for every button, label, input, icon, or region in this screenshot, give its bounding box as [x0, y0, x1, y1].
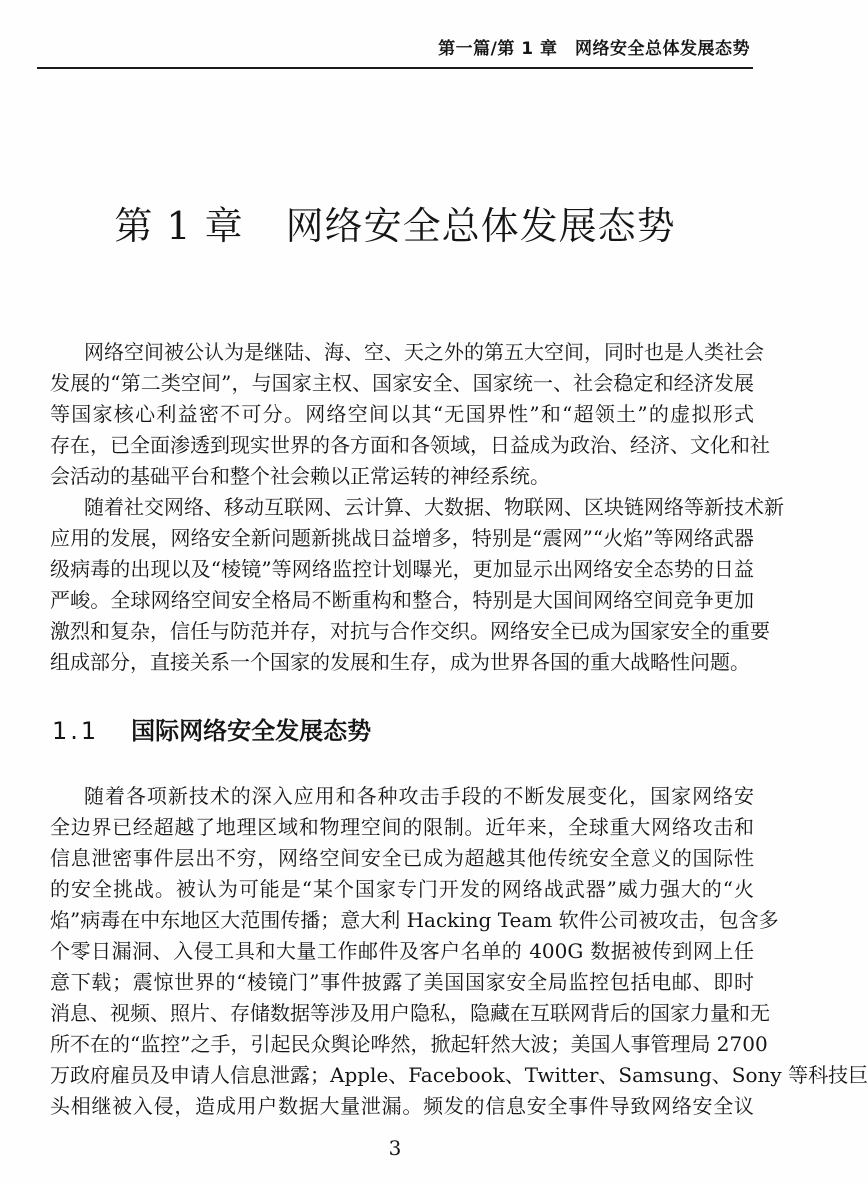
paragraph-line: 焰”病毒在中东地区大范围传播；意大利 Hacking Team 软件公司被攻击，包含多	[50, 908, 779, 932]
paragraph-line: 头相继被入侵，造成用户数据大量泄漏。频发的信息安全事件导致网络安全议	[50, 1094, 754, 1118]
section-heading	[52, 711, 371, 751]
page-number: 3	[388, 1136, 402, 1160]
paragraph-1	[50, 337, 770, 492]
chapter-title	[0, 200, 790, 252]
paragraph-line: 激烈和复杂，信任与防范并存，对抗与合作交织。网络安全已成为国家安全的重要	[50, 619, 770, 643]
paragraph-line: 所不在的“监控”之手，引起民众舆论哗然，掀起轩然大波；美国人事管理局 2700	[50, 1032, 768, 1056]
paragraph-line: 意下载；震惊世界的“棱镜门”事件披露了美国国家安全局监控包括电邮、即时	[50, 970, 754, 994]
paragraph-line: 消息、视频、照片、存储数据等涉及用户隐私，隐藏在互联网背后的国家力量和无	[50, 1001, 770, 1025]
paragraph-line: 级病毒的出现以及“棱镜”等网络监控计划曝光，更加显示出网络安全态势的日益	[50, 557, 754, 581]
paragraph-line: 存在，已全面渗透到现实世界的各方面和各领域，日益成为政治、经济、文化和社	[50, 433, 770, 457]
header-rule	[37, 67, 753, 69]
running-header: 第一篇/第 1 章 网络安全总体发展态势	[438, 39, 750, 59]
paragraph-line: 严峻。全球网络空间安全格局不断重构和整合，特别是大国间网络空间竞争更加	[50, 588, 754, 612]
paragraph-line: 的安全挑战。被认为可能是“某个国家专门开发的网络战武器”威力强大的“火	[50, 877, 754, 901]
chapter-number: 第 1 章	[114, 204, 244, 248]
paragraph-line: 万政府雇员及申请人信息泄露；Apple、Facebook、Twitter、Samsung、Sony 等科技巨	[50, 1063, 868, 1087]
paragraph-line: 发展的“第二类空间”，与国家主权、国家安全、国家统一、社会稳定和经济发展	[50, 371, 754, 395]
paragraph-line: 个零日漏洞、入侵工具和大量工作邮件及客户名单的 400G 数据被传到网上任	[50, 939, 754, 963]
paragraph-line: 信息泄密事件层出不穷，网络空间安全已成为超越其他传统安全意义的国际性	[50, 846, 754, 870]
paragraph-line: 应用的发展，网络安全新问题新挑战日益增多，特别是“震网”“火焰”等网络武器	[50, 526, 754, 550]
paragraph-line: 全边界已经超越了地理区域和物理空间的限制。近年来，全球重大网络攻击和	[50, 815, 754, 839]
paragraph-line: 随着社交网络、移动互联网、云计算、大数据、物联网、区块链网络等新技术新	[84, 495, 784, 519]
paragraph-2	[50, 492, 784, 678]
paragraph-line: 网络空间被公认为是继陆、海、空、天之外的第五大空间，同时也是人类社会	[84, 340, 764, 364]
paragraph-line: 等国家核心利益密不可分。网络空间以其“无国界性”和“超领土”的虚拟形式	[50, 402, 754, 426]
paragraph-line: 组成部分，直接关系一个国家的发展和生存，成为世界各国的重大战略性问题。	[50, 650, 750, 674]
section-number: 1.1	[52, 717, 100, 745]
chapter-name: 网络安全总体发展态势	[285, 204, 676, 248]
paragraph-line: 随着各项新技术的深入应用和各种攻击手段的不断发展变化，国家网络安	[84, 784, 754, 808]
section-name: 国际网络安全发展态势	[131, 717, 372, 745]
paragraph-3	[50, 781, 868, 1122]
paragraph-line: 会活动的基础平台和整个社会赖以正常运转的神经系统。	[50, 464, 550, 488]
